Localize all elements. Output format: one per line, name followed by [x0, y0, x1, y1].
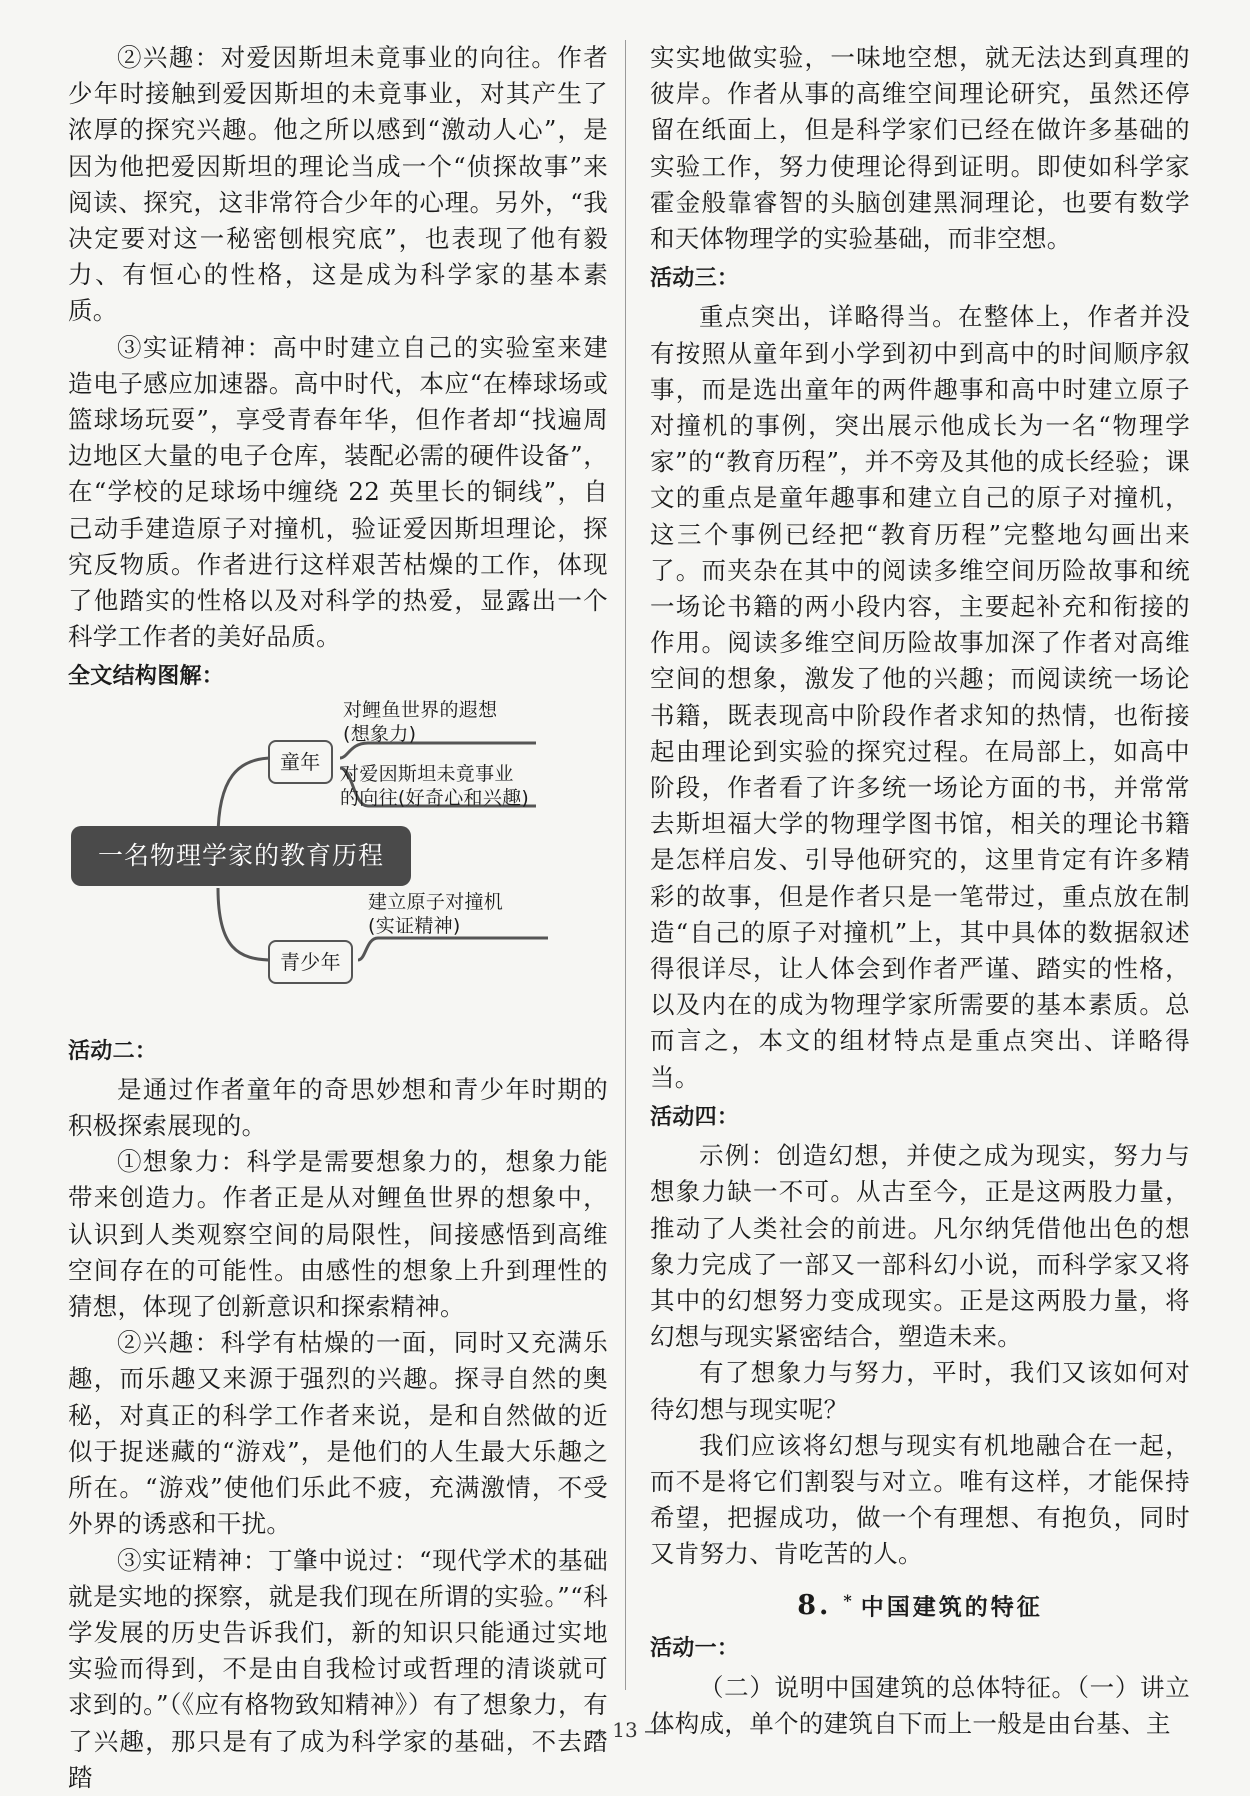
mindmap-leaf-interest [340, 762, 529, 810]
right-column [650, 40, 1190, 1742]
section-title-text: 中国建筑的特征 [860, 1593, 1043, 1621]
activity1-heading: 活动一： [650, 1636, 740, 1662]
structure-heading: 全文结构图解： [68, 664, 225, 690]
paragraph: 示例：创造幻想，并使之成为现实，努力与想象力缺一不可。从古至今，正是这两股力量，推动了人类社会的前进。凡尔纳凭借他出色的想象力完成了一部又一部科幻小说，而科学家又将其中的幻想努力变成现实。正是这两股力量，将幻想与现实紧密结合，塑造未来。 [650, 1141, 1190, 1352]
leaf-text: (实证精神) [368, 914, 461, 937]
paragraph: 我们应该将幻想与现实有机地融合在一起，而不是将它们割裂与对立。唯有这样，才能保持希望，把握成功，做一个有理想、有抱负，同时又肯努力、肯吃苦的人。 [650, 1430, 1190, 1569]
section-number: 8. [797, 1590, 832, 1622]
mindmap-center: 一名物理学家的教育历程 [71, 826, 411, 886]
section-star: * [843, 1590, 855, 1610]
leaf-text: 对鲤鱼世界的遐想 [343, 698, 498, 721]
mindmap-branch-childhood: 童年 [268, 740, 333, 784]
page-number: — 13 — [585, 1718, 665, 1742]
mindmap-leaf-imagination [343, 698, 497, 746]
section-title [650, 1583, 1190, 1626]
activity3-heading: 活动三： [650, 266, 740, 292]
paragraph: ③实证精神：丁肇中说过：“现代学术的基础就是实地的探察，就是我们现在所谓的实验。”“科学发展的历史告诉我们，新的知识只能通过实地实验而得到，不是由自我检讨或哲理的清谈就可求到的。”（《应有格物致知精神》）有了想象力，有了兴趣，那只是有了成为科学家的基础，不去踏踏 [68, 1545, 608, 1792]
paragraph: 实实地做实验，一味地空想，就无法达到真理的彼岸。作者从事的高维空间理论研究，虽然还停留在纸面上，但是科学家们已经在做许多基础的实验工作，努力使理论得到证明。即使如科学家霍金般靠睿智的头脑创建黑洞理论，也要有数学和天体物理学的实验基础，而非空想。 [650, 43, 1190, 254]
paragraph: 有了想象力与努力，平时，我们又该如何对待幻想与现实呢？ [650, 1358, 1190, 1424]
leaf-text: 建立原子对撞机 [368, 890, 504, 913]
paragraph: （二）说明中国建筑的总体特征。（一）讲立体构成，单个的建筑自下而上一般是由台基、主 [650, 1672, 1190, 1738]
paragraph: ②兴趣：对爱因斯坦未竟事业的向往。作者少年时接触到爱因斯坦的未竟事业，对其产生了浓厚的探究兴趣。他之所以感到“激动人心”，是因为他把爱因斯坦的理论当成一个“侦探故事”来阅读、探究，这非常符合少年的心理。另外，“我决定要对这一秘密刨根究底”，也表现了他有毅力、有恒心的性格，这是成为科学家的基本素质。 [68, 43, 608, 326]
leaf-text: (想象力) [343, 722, 417, 745]
mindmap-leaf-empirical [368, 890, 503, 938]
mindmap-branch-youth: 青少年 [268, 940, 353, 984]
leaf-text: 的向往(好奇心和兴趣) [340, 786, 530, 809]
paragraph: ②兴趣：科学有枯燥的一面，同时又充满乐趣，而乐趣又来源于强烈的兴趣。探寻自然的奥秘，对真正的科学工作者来说，是和自然做的近似于捉迷藏的“游戏”，是他们的人生最大乐趣之所在。“游戏”使他们乐此不疲，充满激情，不受外界的诱惑和干扰。 [68, 1328, 608, 1539]
paragraph: ③实证精神：高中时建立自己的实验室来建造电子感应加速器。高中时代，本应“在棒球场或篮球场玩耍”，享受青春年华，但作者却“找遍周边地区大量的电子仓库，装配必需的硬件设备”，在“学校的足球场中缠绕 22 英里长的铜线”，自己动手建造原子对撞机，验证爱因斯坦理论，探究反物质。作者进行这样艰苦枯燥的工作，体现了他踏实的性格以及对科学的热爱，显露出一个科学工作者的美好品质。 [68, 332, 608, 652]
paragraph: ①想象力：科学是需要想象力的，想象力能带来创造力。作者正是从对鲤鱼世界的想象中，认识到人类观察空间的局限性，间接感悟到高维空间存在的可能性。由感性的想象上升到理性的猜想，体现了创新意识和探索精神。 [68, 1147, 608, 1322]
column-divider [625, 40, 626, 1690]
structure-mindmap [68, 698, 608, 1028]
paragraph: 是通过作者童年的奇思妙想和青少年时期的积极探索展现的。 [68, 1074, 608, 1141]
paragraph: 重点突出，详略得当。在整体上，作者并没有按照从童年到小学到初中到高中的时间顺序叙事，而是选出童年的两件趣事和高中时建立原子对撞机的事例，突出展示他成长为一名“物理学家”的“教育历程”，并不旁及其他的成长经验；课文的重点是童年趣事和建立自己的原子对撞机，这三个事例已经把“教育历程”完整地勾画出来了。而夹杂在其中的阅读多维空间历险故事和统一场论书籍的两小段内容，主要起补充和衔接的作用。阅读多维空间历险故事加深了作者对高维空间的想象，激发了他的兴趣；而阅读统一场论书籍，既表现高中阶段作者求知的热情，也衔接起由理论到实验的探究过程。在局部上，如高中阶段，作者看了许多统一场论方面的书，并常常去斯坦福大学的物理学图书馆，相关的理论书籍是怎样启发、引导他研究的，这里肯定有许多精彩的故事，但是作者只是一笔带过，重点放在制造“自己的原子对撞机”上，其中具体的数据叙述得很详尽，让人体会到作者严谨、踏实的性格，以及内在的成为物理学家所需要的基本素质。总而言之，本文的组材特点是重点突出、详略得当。 [650, 302, 1190, 1092]
leaf-text: 对爱因斯坦未竟事业 [340, 762, 514, 785]
activity4-heading: 活动四： [650, 1104, 740, 1130]
activity2-heading: 活动二： [68, 1038, 158, 1064]
left-column [68, 40, 608, 1796]
